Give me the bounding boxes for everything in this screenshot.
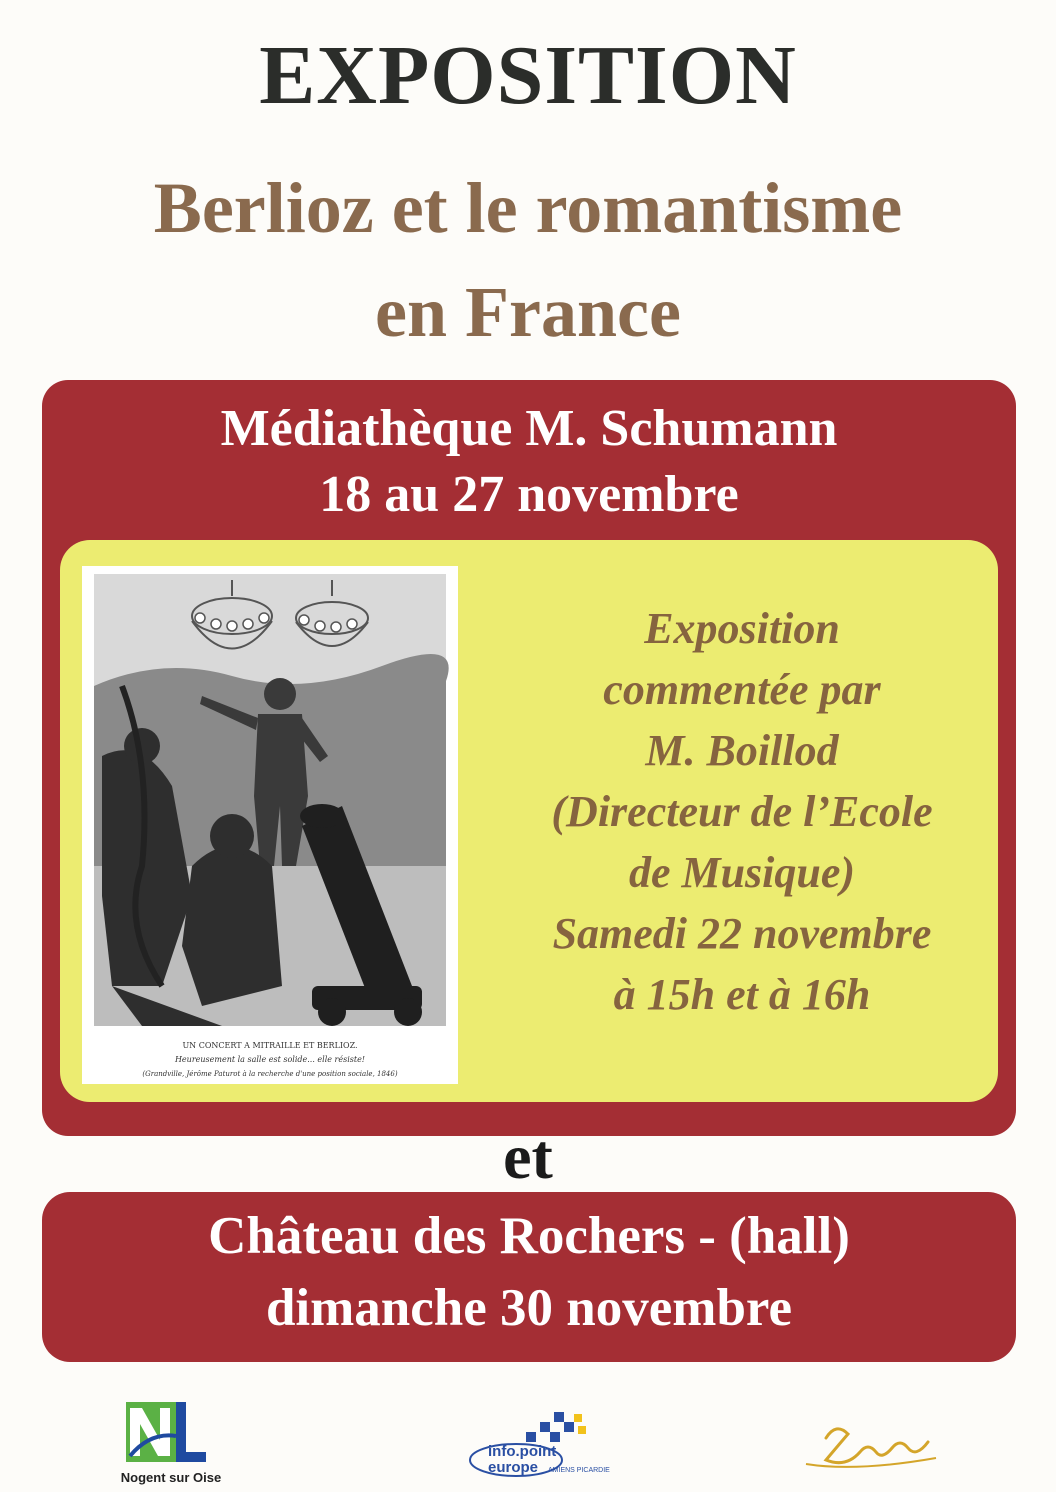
europe-line2: europe xyxy=(488,1459,539,1476)
detail-line-5: de Musique) xyxy=(628,848,856,897)
info-point-europe-logo xyxy=(466,1410,636,1480)
venue2-name: Château des Rochers - (hall) xyxy=(208,1207,850,1265)
poster-subtitle xyxy=(0,156,1056,364)
subtitle-line-2: en France xyxy=(375,272,681,352)
detail-line-2: commentée par xyxy=(603,665,881,714)
detail-line-4: (Directeur de l’Ecole xyxy=(551,787,933,836)
europe-emblem-icon xyxy=(466,1410,636,1480)
venue1-heading xyxy=(42,396,1016,528)
europe-line1: info.point xyxy=(488,1443,557,1460)
venue1-name: Médiathèque M. Schumann xyxy=(220,400,838,457)
venue2-date: dimanche 30 novembre xyxy=(265,1279,793,1337)
detail-line-3: M. Boillod xyxy=(645,726,839,775)
detail-line-6: Samedi 22 novembre xyxy=(552,909,932,958)
detail-line-7: à 15h et à 16h xyxy=(613,970,871,1019)
signature-logo xyxy=(796,1408,946,1478)
europe-region: AMIENS PICARDIE xyxy=(548,1467,610,1474)
venue1-dates: 18 au 27 novembre xyxy=(319,466,739,523)
nogent-logo xyxy=(120,1396,240,1486)
poster-title: EXPOSITION xyxy=(259,29,797,122)
illustration-caption-3: (Grandville, Jérôme Paturot à la recherche d'une position sociale, 1846) xyxy=(142,1070,398,1078)
subtitle-line-1: Berlioz et le romantisme xyxy=(153,168,903,248)
event-details xyxy=(488,598,996,1025)
connector-et: et xyxy=(503,1121,553,1192)
detail-line-1: Exposition xyxy=(644,604,840,653)
berlioz-illustration xyxy=(82,566,458,1084)
illustration-caption-2: Heureusement la salle est solide... elle résiste! xyxy=(174,1055,366,1064)
venue2-heading xyxy=(42,1200,1016,1344)
nogent-emblem-icon xyxy=(120,1396,210,1468)
signature-mark-icon xyxy=(796,1408,946,1478)
illustration-caption-1: UN CONCERT A MITRAILLE ET BERLIOZ. xyxy=(182,1041,358,1050)
nogent-caption: Nogent sur Oise xyxy=(120,1470,222,1485)
concert-engraving-image xyxy=(82,566,458,1084)
